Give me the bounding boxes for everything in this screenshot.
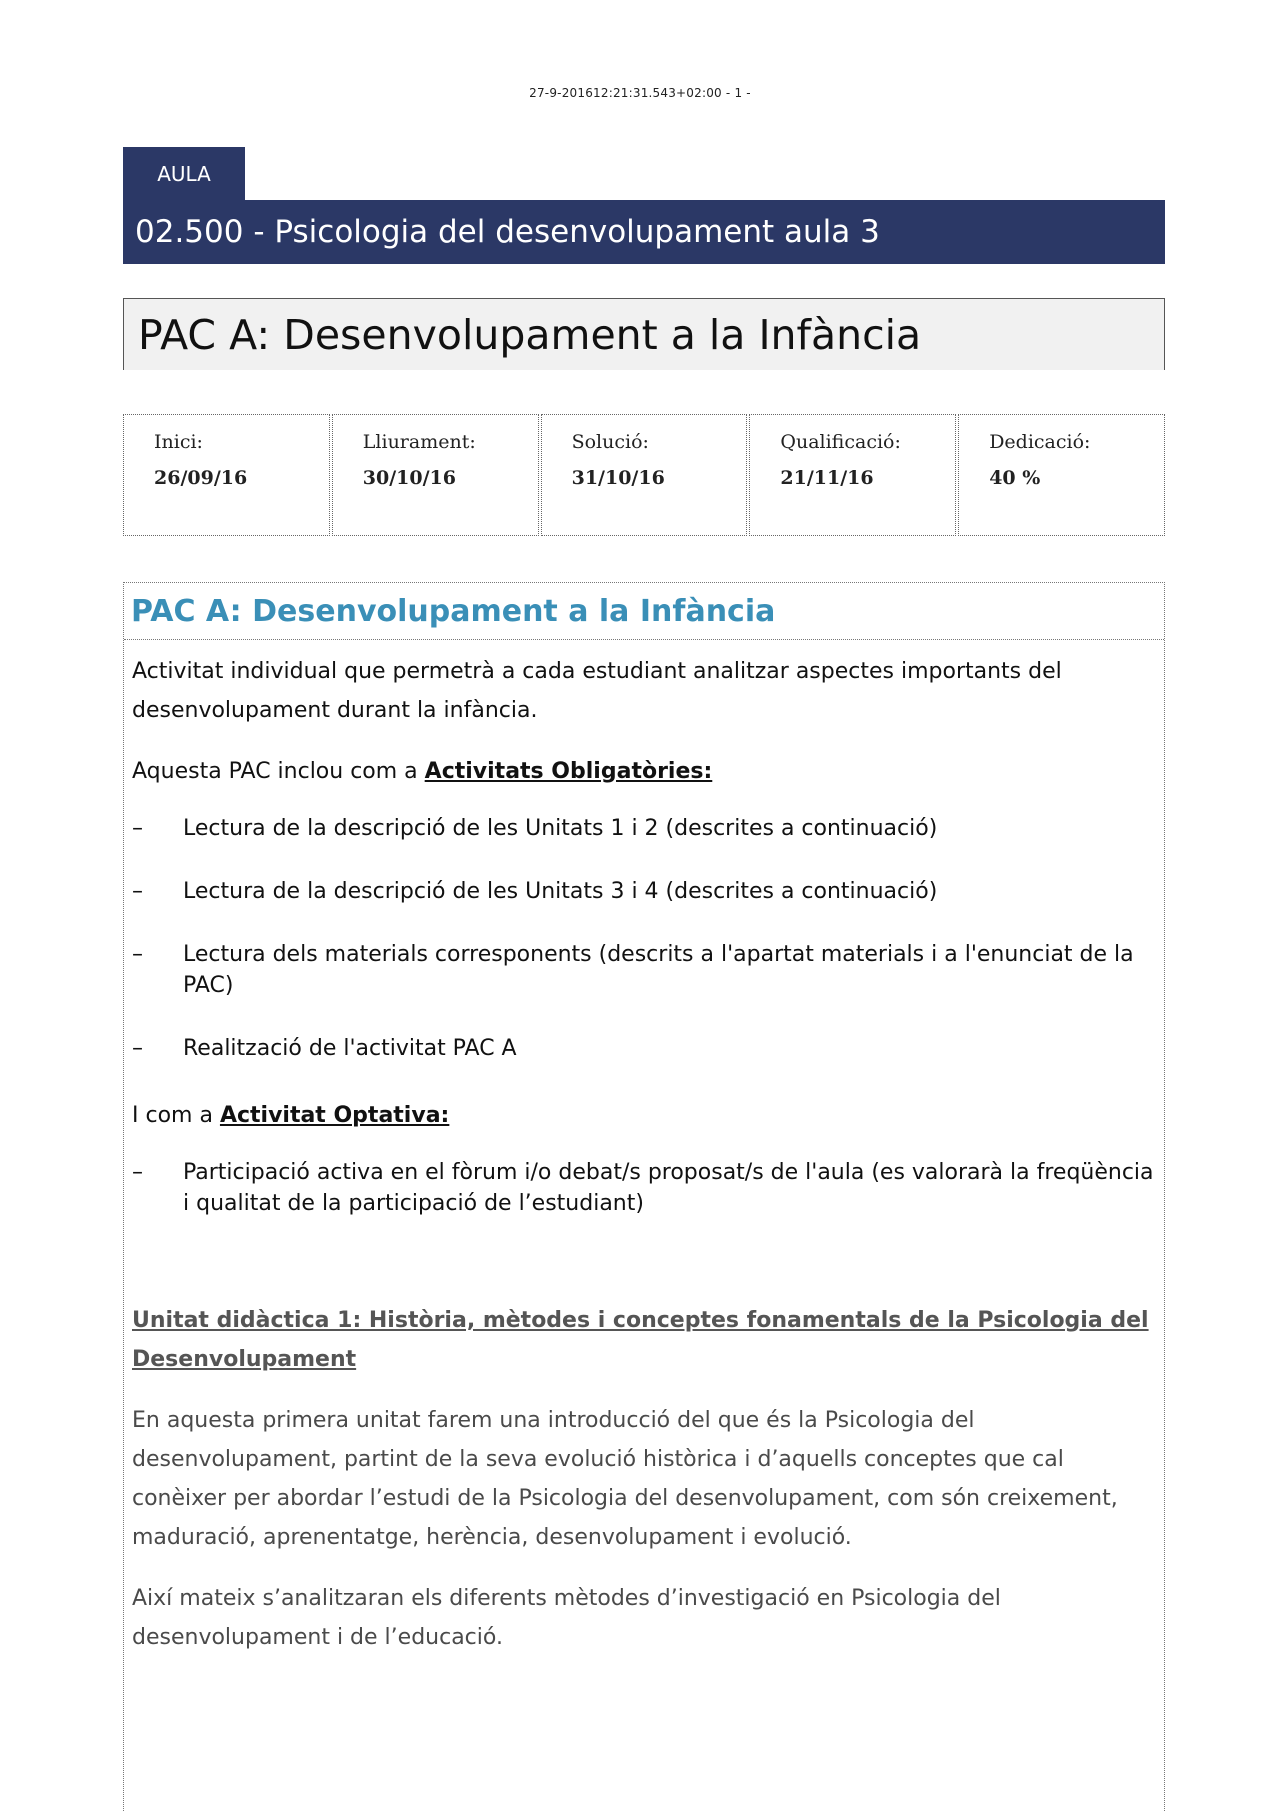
date-label: Solució:	[571, 431, 649, 453]
list-item-text: Participació activa en el fòrum i/o debat/s proposat/s de l'aula (es valorarà la freqüència i qualitat de la participació de l’estudiant)	[183, 1160, 1154, 1216]
optativa-label: Activitat Optativa:	[219, 1103, 450, 1128]
optativa-prefix: I com a	[132, 1103, 220, 1128]
date-label: Lliurament:	[362, 431, 476, 453]
obligatories-prefix: Aquesta PAC inclou com a	[132, 759, 425, 784]
course-title-bar: 02.500 - Psicologia del desenvolupament aula 3	[123, 200, 1165, 264]
date-value: 30/10/16	[362, 467, 456, 489]
list-item-text: Realització de l'activitat PAC A	[183, 1036, 517, 1061]
list-item	[132, 813, 1156, 844]
dash-bullet: –	[132, 816, 143, 841]
unit1-paragraph-1: En aquesta primera unitat farem una introducció del que és la Psicologia del desenvolupament, partint de la seva evolució històrica i d’aquells conceptes que cal conèixer per abordar l’estudi de la Psicologia del desenvolupament, com són creixement, maduració, aprenentatge, herència, desenvolupament i evolució.	[132, 1408, 1118, 1550]
date-cell-inici	[123, 414, 330, 536]
date-cell-dedicacio	[958, 414, 1165, 536]
content-body	[124, 640, 1164, 1657]
dash-bullet: –	[132, 942, 143, 967]
list-item-text: Lectura dels materials corresponents (descrits a l'apartat materials i a l'enunciat de la PAC)	[183, 942, 1134, 998]
content-title: PAC A: Desenvolupament a la Infància	[124, 583, 1164, 640]
unit1-title: Unitat didàctica 1: Història, mètodes i conceptes fonamentals de la Psicologia del Desenvolupament	[132, 1308, 1149, 1372]
date-value: 31/10/16	[571, 467, 665, 489]
date-cell-lliurament	[332, 414, 539, 536]
list-item	[132, 939, 1156, 1001]
obligatories-list	[132, 813, 1156, 1064]
content-box	[123, 582, 1165, 1811]
optativa-list	[132, 1157, 1156, 1219]
list-item-text: Lectura de la descripció de les Unitats 3 i 4 (descrites a continuació)	[183, 879, 938, 904]
list-item-text: Lectura de la descripció de les Unitats 1 i 2 (descrites a continuació)	[183, 816, 938, 841]
date-value: 40 %	[989, 467, 1041, 489]
aula-tab[interactable]: AULA	[123, 147, 245, 200]
intro-paragraph: Activitat individual que permetrà a cada estudiant analitzar aspectes importants del desenvolupament durant la infància.	[132, 659, 1062, 723]
date-value: 26/09/16	[154, 467, 248, 489]
dash-bullet: –	[132, 1036, 143, 1061]
list-item	[132, 1157, 1156, 1219]
obligatories-label: Activitats Obligatòries:	[424, 759, 713, 784]
date-label: Qualificació:	[780, 431, 901, 453]
date-label: Dedicació:	[989, 431, 1091, 453]
date-cell-qualificacio	[749, 414, 956, 536]
pac-title: PAC A: Desenvolupament a la Infància	[123, 298, 1165, 370]
list-item	[132, 876, 1156, 907]
optativa-line	[132, 1096, 1156, 1135]
page-header-stamp: 27-9-201612:21:31.543+02:00 - 1 -	[529, 86, 751, 100]
date-cell-solucio	[541, 414, 748, 536]
date-value: 21/11/16	[780, 467, 874, 489]
obligatories-line	[132, 752, 1156, 791]
dash-bullet: –	[132, 879, 143, 904]
unit1-paragraph-2: Així mateix s’analitzaran els diferents mètodes d’investigació en Psicologia del desenvolupament i de l’educació.	[132, 1586, 1001, 1650]
dates-table	[123, 414, 1165, 536]
date-label: Inici:	[154, 431, 203, 453]
dash-bullet: –	[132, 1160, 143, 1185]
list-item	[132, 1033, 1156, 1064]
